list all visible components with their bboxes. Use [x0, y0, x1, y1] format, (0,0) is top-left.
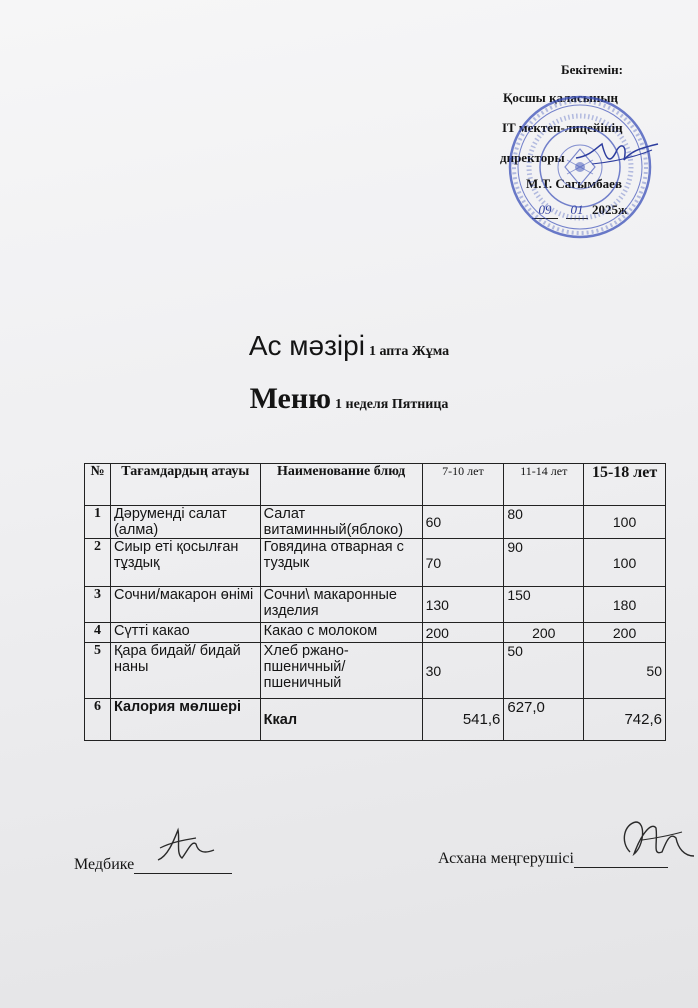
title-russian-sub: 1 неделя Пятница: [335, 397, 449, 412]
header-kz-name: Тағамдардың атауы: [110, 464, 260, 506]
header-age-11-14: 11-14 лет: [504, 464, 584, 506]
row-value-age2: 80: [504, 506, 584, 539]
canteen-signature-icon: [612, 812, 696, 872]
header-ru-name: Наименование блюд: [260, 464, 422, 506]
row-ru-name: Ккал: [260, 699, 422, 741]
row-value-age3: 100: [584, 506, 666, 539]
table-row: [85, 623, 666, 643]
nurse-label: Медбике: [74, 856, 135, 873]
row-kz-name: Сочни/макарон өнiмi: [110, 587, 260, 623]
title-kazakh-main: Ас мәзірі: [248, 330, 365, 361]
row-value-age1: 541,6: [422, 699, 504, 741]
approval-date-day: 09: [532, 202, 558, 219]
director-signature-icon: [572, 130, 662, 180]
row-value-age1: 70: [422, 539, 504, 587]
row-value-age3: 200: [584, 623, 666, 643]
approval-block: [0, 0, 698, 240]
row-kz-name: Сүттi какао: [110, 623, 260, 643]
title-kazakh-sub: 1 апта Жұма: [368, 344, 450, 359]
row-value-age2: 50: [504, 643, 584, 699]
table-row: [85, 506, 666, 539]
row-num: 3: [85, 587, 111, 623]
row-ru-name: Хлеб ржано-пшеничный/ пшеничный: [260, 643, 422, 699]
approval-school-line: IT мектеп-лицейінің: [502, 120, 623, 135]
row-value-age2: 627,0: [504, 699, 584, 741]
row-value-age3: 742,6: [584, 699, 666, 741]
approval-city-line: Қосшы қаласының: [503, 90, 619, 105]
row-kz-name: Қара бидай/ бидай наны: [110, 643, 260, 699]
row-ru-name: Какао с молоком: [260, 623, 422, 643]
row-value-age1: 130: [422, 587, 504, 623]
row-ru-name: Говядина отварная с туздык: [260, 539, 422, 587]
row-value-age3: 50: [584, 643, 666, 699]
title-russian: [0, 382, 698, 416]
row-value-age3: 100: [584, 539, 666, 587]
row-value-age2: 90: [504, 539, 584, 587]
row-value-age2: 200: [504, 623, 584, 643]
approval-date-month: 01: [566, 202, 588, 219]
row-kz-name: Сиыр етi қосылған тұздық: [110, 539, 260, 587]
row-value-age1: 30: [422, 643, 504, 699]
row-num: 5: [85, 643, 111, 699]
row-value-age2: 150: [504, 587, 584, 623]
approval-director-label: директоры: [500, 150, 565, 165]
table-row-calories: [85, 699, 666, 741]
table-row: [85, 587, 666, 623]
row-ru-name: Салат витаминный(яблоко): [260, 506, 422, 539]
menu-table: [84, 463, 666, 741]
row-num: 4: [85, 623, 111, 643]
row-num: 2: [85, 539, 111, 587]
row-kz-name: Дәрумендi салат (алма): [110, 506, 260, 539]
approval-heading: Бекітемін:: [561, 62, 623, 77]
row-value-age1: 200: [422, 623, 504, 643]
row-value-age3: 180: [584, 587, 666, 623]
table-row: [85, 539, 666, 587]
approval-director-name: М.Т. Сагымбаев: [526, 176, 622, 191]
title-kazakh: [0, 330, 698, 362]
canteen-label: Асхана меңгерушісі: [438, 850, 574, 867]
row-num: 1: [85, 506, 111, 539]
row-value-age1: 60: [422, 506, 504, 539]
nurse-signature-icon: [148, 820, 218, 872]
table-header-row: [85, 464, 666, 506]
title-russian-main: Меню: [249, 382, 332, 415]
row-num: 6: [85, 699, 111, 741]
header-age-7-10: 7-10 лет: [422, 464, 504, 506]
row-kz-name: Калория мөлшерi: [110, 699, 260, 741]
header-age-15-18: 15-18 лет: [584, 464, 666, 506]
table-row: [85, 643, 666, 699]
row-ru-name: Сочни\ макаронные изделия: [260, 587, 422, 623]
approval-date-year: 2025ж: [592, 202, 628, 217]
header-num: №: [85, 464, 111, 506]
